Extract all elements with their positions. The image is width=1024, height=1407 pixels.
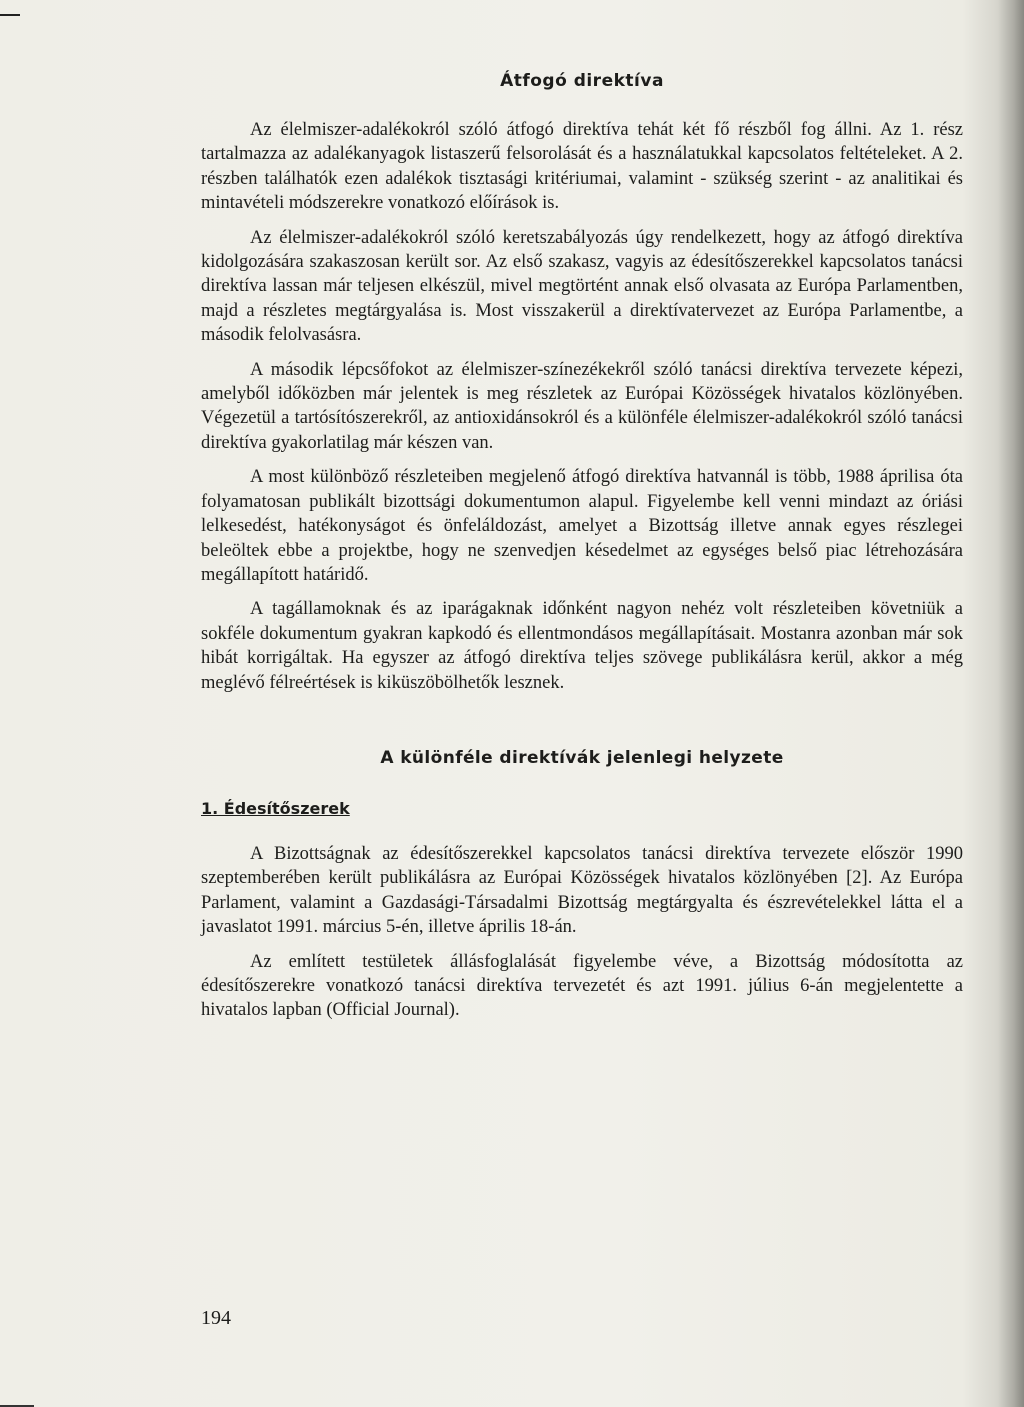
- paragraph-6: A Bizottságnak az édesítőszerekkel kapcsolatos tanácsi direktíva tervezete először 1990 szeptemberében került publikálásra az Európai Közösségek hivatalos közlönyében [2]. Az Európa Parlament, valamint a Gazdasági-Társadalmi Bizottság megtárgyalta és észrevételekkel látta el a javaslatot 1991. március 5-én, illetve április 18-án.: [201, 843, 963, 938]
- page-number: 194: [201, 1307, 231, 1329]
- paragraph-4: A most különböző részleteiben megjelenő átfogó direktíva hatvannál is több, 1988 áprilisa óta folyamatosan publikált bizottsági dokumentumon alapul. Figyelembe kell venni mindazt az óriási lelkesedést, hatékonyságot és önfeláldozást, amelyet a Bizottság illetve annak egyes részlegei beleöltek ebbe a projektbe, hogy ne szenvedjen késedelmet az egységes belső piac létrehozására megállapított határidő.: [201, 467, 963, 585]
- section-heading-comprehensive-directive: Átfogó direktíva: [500, 71, 664, 91]
- paragraph-3: A második lépcsőfokot az élelmiszer-színezékekről szóló tanácsi direktíva tervezete képezi, amelyből időközben már jelentek is meg részletek az Európai Közösségek hivatalos közlönyében. Végezetül a tartósítószerekről, az antioxidánsokról és a különféle élelmiszer-adalékokról szóló tanácsi direktíva gyakorlatilag már készen van.: [201, 359, 963, 453]
- paragraph-5: A tagállamoknak és az iparágaknak időnként nagyon nehéz volt részleteiben követniük a sokféle dokumentum gyakran kapkodó és ellentmondásos megállapításait. Mostanra azonban már sok hibát korrigáltak. Ha egyszer az átfogó direktíva teljes szövege publikálásra kerül, akkor a még meglévő félreértések is kiküszöbölhetők lesznek.: [201, 599, 963, 693]
- page-edge-shadow: [998, 0, 1024, 1407]
- paragraph-2: Az élelmiszer-adalékokról szóló keretszabályozás úgy rendelkezett, hogy az átfogó direktíva kidolgozására szakaszosan került sor. Az első szakasz, vagyis az édesítőszerekkel kapcsolatos tanácsi direktíva lassan már teljesen elkészül, mivel megtörtént annak első olvasata az Európa Parlamentben, majd a részletes megtárgyalása is. Most visszakerül a direktívatervezet az Európa Parlamentbe, a második felolvasásra.: [201, 227, 963, 346]
- section-heading-directives-status: A különféle direktívák jelenlegi helyzete: [380, 747, 784, 768]
- paragraph-1: Az élelmiszer-adalékokról szóló átfogó direktíva tehát két fő részből fog állni. Az 1. rész tartalmazza az adalékanyagok listaszerű felsorolását és a használatukkal kapcsolatos feltételeket. A 2. részben találhatók ezen adalékok tisztasági kritériumai, valamint - szükség szerint - az analitikai és mintavételi módszerekre vonatkozó előírások is.: [201, 120, 963, 214]
- paragraph-7: Az említett testületek állásfoglalását figyelembe véve, a Bizottság módosította az édesítőszerekre vonatkozó tanácsi direktíva tervezetét és azt 1991. július 6-án megjelentette a hivatalos lapban (Official Journal).: [201, 951, 963, 1021]
- subheading-sweeteners: 1. Édesítőszerek: [201, 798, 350, 818]
- scan-corner-mark-top: [0, 14, 20, 16]
- page-content: [201, 70, 963, 1033]
